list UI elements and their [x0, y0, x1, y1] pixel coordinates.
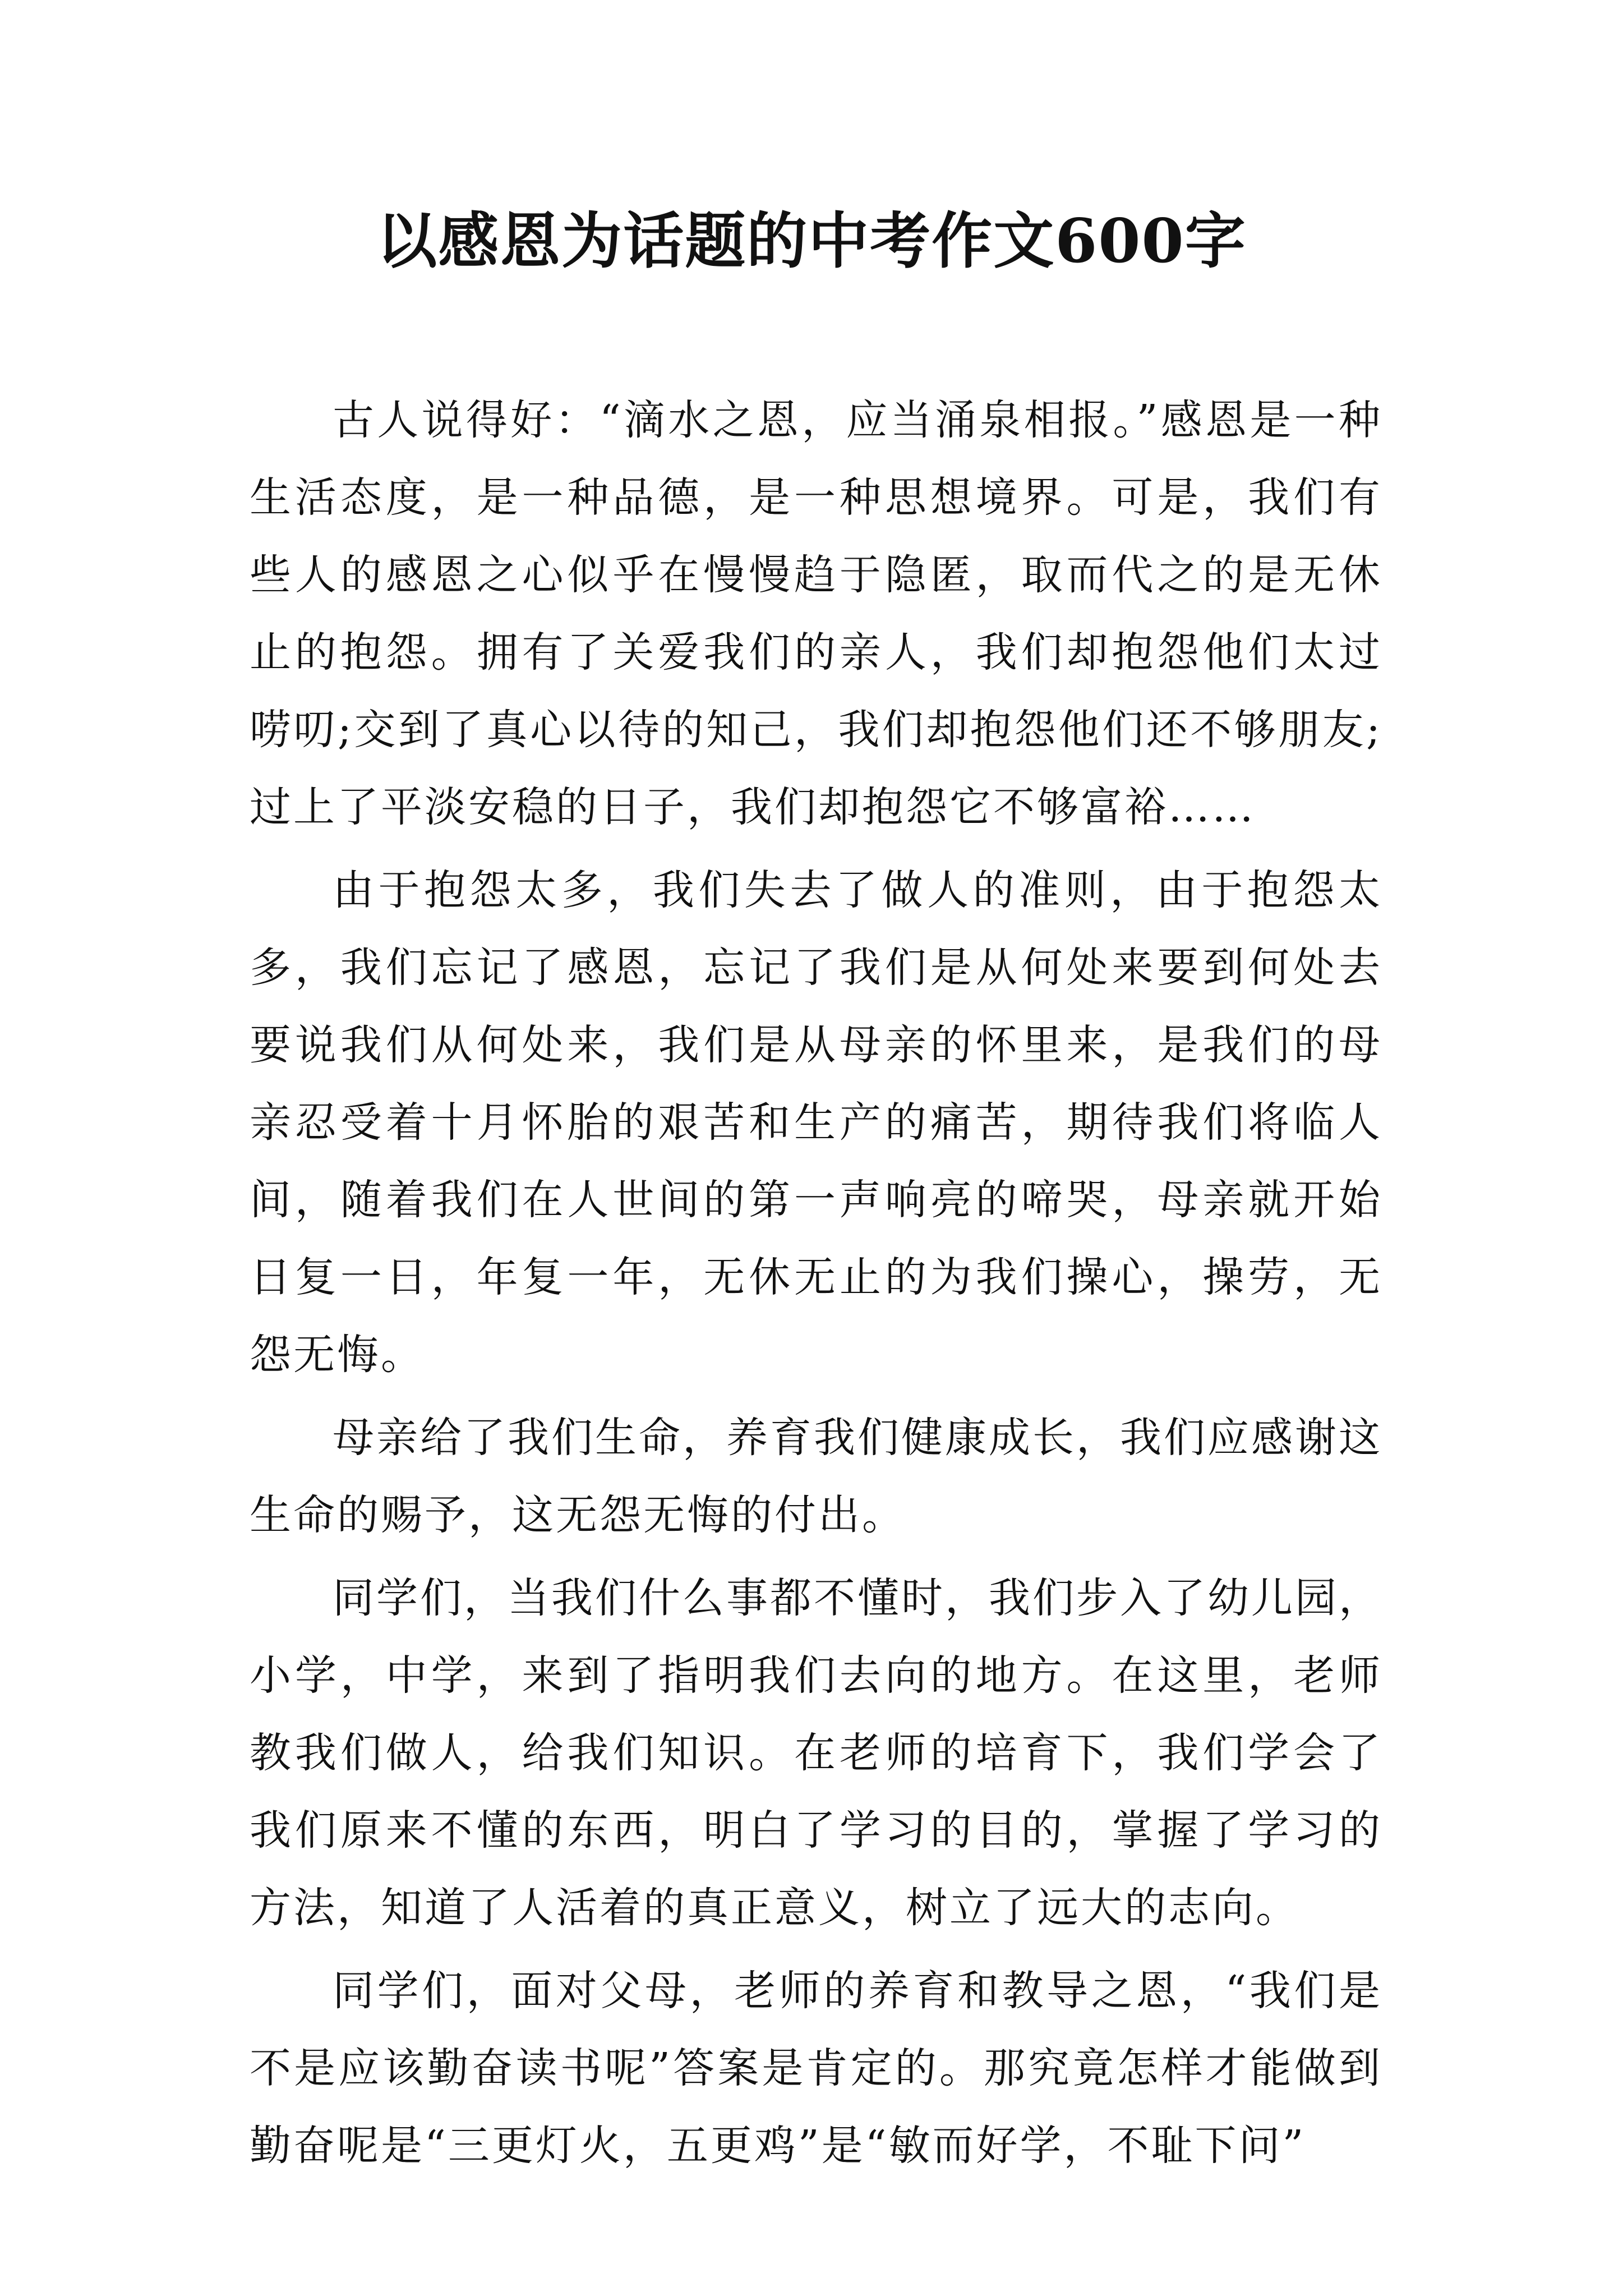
paragraph-2: 由于抱怨太多，我们失去了做人的准则，由于抱怨太多，我们忘记了感恩，忘记了我们是从何处来要到何处去要说我们从何处来，我们是从母亲的怀里来，是我们的母亲忍受着十月怀胎的艰苦和生产的痛苦，期待我们将临人间，随着我们在人世间的第一声响亮的啼哭，母亲就开始日复一日，年复一年，无休无止的为我们操心，操劳，无怨无悔。: [250, 866, 1382, 1379]
paragraph-4: 同学们，当我们什么事都不懂时，我们步入了幼儿园，小学，中学，来到了指明我们去向的地方。在这里，老师教我们做人，给我们知识。在老师的培育下，我们学会了我们原来不懂的东西，明白了学习的目的，掌握了学习的方法，知道了人活着的真正意义，树立了远大的志向。: [250, 1574, 1382, 1932]
document-body: [250, 381, 1382, 2190]
paragraph-5: 同学们，面对父母，老师的养育和教导之恩，“我们是不是应该勤奋读书呢”答案是肯定的。那究竟怎样才能做到勤奋呢是“三更灯火，五更鸡”是“敏而好学，不耻下问”: [250, 1967, 1382, 2170]
paragraph-1: 古人说得好：“滴水之恩，应当涌泉相报。”感恩是一种生活态度，是一种品德，是一种思想境界。可是，我们有些人的感恩之心似乎在慢慢趋于隐匿，取而代之的是无休止的抱怨。拥有了关爱我们的亲人，我们却抱怨他们太过唠叨;交到了真心以待的知己，我们却抱怨他们还不够朋友;过上了平淡安稳的日子，我们却抱怨它不够富裕……: [250, 396, 1382, 831]
paragraph-3: 母亲给了我们生命，养育我们健康成长，我们应感谢这生命的赐予，这无怨无悔的付出。: [250, 1414, 1382, 1539]
document-title: 以感恩为话题的中考作文600字: [376, 206, 1247, 277]
